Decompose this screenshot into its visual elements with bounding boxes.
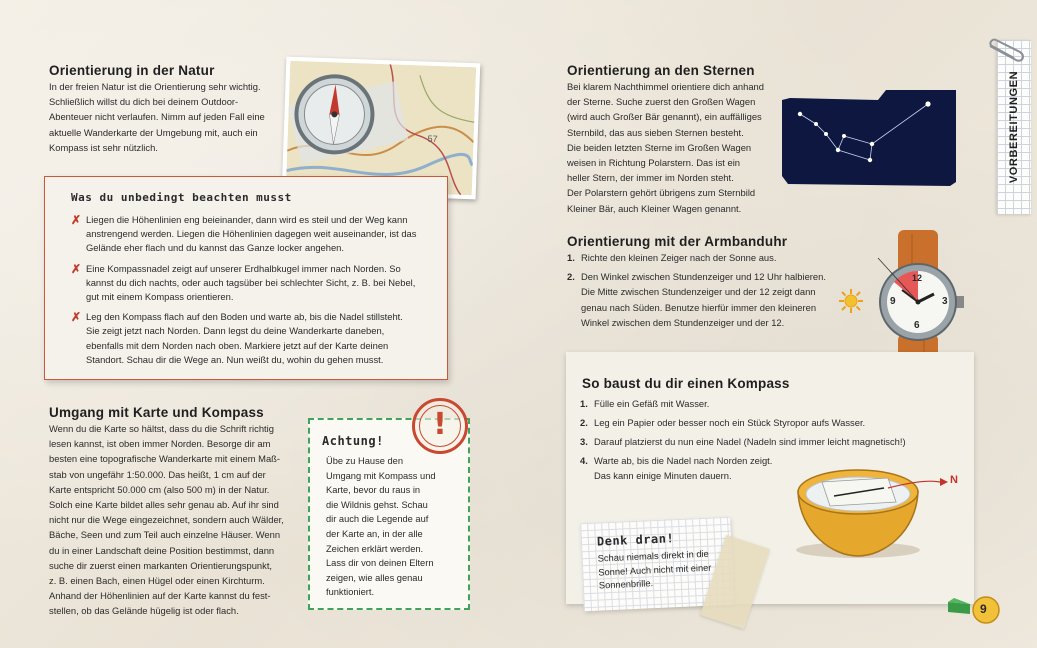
sterne-line: Der Polarstern gehört übrigens zum Sternbild [567, 187, 756, 199]
denk-line: Sonnenbrille. [598, 578, 654, 591]
exclamation-stamp-icon [412, 398, 468, 454]
karte-line: nicht nur die Wege eingezeichnet, sondern auch Wälder, [49, 514, 284, 526]
achtung-text [326, 454, 464, 600]
step-line: Leg ein Papier oder besser noch ein Stück Styropor aufs Wasser. [594, 417, 866, 428]
natur-line: Schließlich willst du dich bei deinem Outdoor- [49, 96, 239, 108]
karte-line: z. B. einen Bach, einen Hügel oder einen Kirchturm. [49, 575, 265, 587]
step-line: genau nach Süden. Benutze hierfür immer den kleineren [581, 301, 817, 313]
dial-3: 3 [942, 296, 948, 307]
karte-text [49, 421, 299, 619]
list-item [567, 269, 847, 330]
step-number: 2. [580, 417, 588, 428]
achtung-line: Karte, bevor du raus in [326, 485, 421, 496]
sterne-line: Bei klarem Nachthimmel orientiere dich anhand [567, 81, 764, 92]
achtung-line: dir auch die Legende auf [326, 514, 429, 525]
page-number: 9 [980, 602, 987, 616]
x-mark-icon: ✗ [71, 213, 82, 227]
sterne-line: Kleiner Bär, auch Kleiner Wagen genannt. [567, 202, 742, 214]
dial-9: 9 [890, 296, 896, 307]
natur-line: In der freien Natur ist die Orientierung sehr wichtig. [49, 81, 261, 92]
achtung-line: Übe zu Hause den [326, 456, 404, 466]
step-line: Die Mitte zwischen Stundenzeiger und der 12 zeigt dann [581, 286, 816, 298]
denk-line: Sonne! Auch nicht mit einer [598, 562, 712, 578]
step-number: 2. [567, 271, 575, 283]
item-line: kannst du dich nachts, oder auch tagsüber bei schlechter Sicht, z. B. bei Nebel, [86, 276, 416, 288]
achtung-line: Umgang mit Kompass und [326, 470, 436, 481]
achtung-line: zeigen, wie alles genau [326, 572, 423, 583]
karte-line: stellen, ob das Gelände hügelig ist oder flach. [49, 605, 239, 617]
natur-line: Kompass ist sehr nützlich. [49, 141, 158, 153]
bowl-compass [792, 452, 970, 564]
item-line: Leg den Kompass flach auf den Boden und warte ab, bis die Nadel stillsteht. [86, 311, 403, 323]
list-item [71, 310, 441, 367]
sterne-text [567, 79, 777, 216]
star-chart [782, 88, 956, 186]
big-dipper-illustration [782, 88, 956, 186]
step-number: 3. [580, 436, 588, 447]
warning-list [71, 213, 441, 373]
step-line: Das kann einige Minuten dauern. [594, 470, 732, 481]
karte-line: Wenn du die Karte so hältst, dass du die Schrift richtig [49, 423, 274, 434]
achtung-line: der Karte an, in der alle [326, 528, 423, 539]
chapter-tab-label: VORBEREITUNGEN [1008, 70, 1020, 184]
karte-line: du in einer Landschaft deine Position bestimmst, dann [49, 544, 275, 556]
paperclip-icon [986, 38, 1026, 68]
karte-line: Anhand der Höhenlinien auf der Karte kannst du fest- [49, 590, 271, 602]
step-line: Winkel zwischen dem Stundenzeiger und der 12. [581, 316, 785, 328]
sterne-line: Die beiden letzten Sterne im Großen Wagen [567, 141, 752, 153]
achtung-line: die Wildnis gehst. Schau [326, 499, 428, 510]
section-title-uhr: Orientierung mit der Armbanduhr [567, 234, 788, 249]
dial-6: 6 [914, 320, 920, 331]
karte-line: suche dir zuerst einen markanten Orientierungspunkt, [49, 559, 273, 571]
list-item [567, 250, 847, 265]
step-line: Fülle ein Gefäß mit Wasser. [594, 398, 710, 409]
achtung-title: Achtung! [322, 434, 384, 448]
list-item [71, 213, 441, 256]
karte-line: lesen kannst, ist oben immer Norden. Besorge dir am [49, 438, 271, 450]
svg-text:57: 57 [427, 133, 438, 144]
list-item [580, 434, 970, 449]
warning-box-title: Was du unbedingt beachten musst [71, 191, 292, 204]
karte-line: Bäche, Seen und zum Teil auch einzelne Häuser. Wenn [49, 529, 281, 541]
natur-text [49, 79, 289, 155]
exclamation-mark: ! [433, 407, 447, 442]
item-line: anstrengend werden. Liegen die Höhenlinien dagegen weit auseinander, ist das [86, 228, 417, 240]
step-number: 1. [567, 252, 575, 263]
sterne-line: der Sterne. Suche zuerst den Großen Wagen [567, 96, 756, 108]
sterne-line: Sternbild, das aus sieben Sternen besteht. [567, 126, 744, 138]
pencil-icon [946, 592, 1002, 626]
denk-line: Schau niemals direkt in die [597, 548, 709, 564]
denk-title: Denk dran! [596, 531, 675, 549]
step-number: 1. [580, 398, 588, 409]
sterne-line: (wird auch Großer Bär genannt), ein auffälliges [567, 111, 762, 123]
uhr-steps [567, 250, 847, 330]
step-number: 4. [580, 455, 588, 466]
karte-line: stab von ungefähr 1:50.000. Das heißt, 1 cm auf der [49, 468, 266, 480]
item-line: Eine Kompassnadel zeigt auf unserer Erdhalbkugel immer nach Norden. So [86, 262, 401, 274]
x-mark-icon: ✗ [71, 261, 82, 276]
karte-line: besten eine topografische Wanderkarte mit einem Maß- [49, 453, 281, 465]
item-line: Sie zeigt jetzt nach Norden. Dann legst du deine Wanderkarte daneben, [86, 325, 385, 337]
section-title-natur: Orientierung in der Natur [49, 63, 215, 78]
natur-line: Abenteuer nicht verlaufen. Nimm auf jeden Fall eine [49, 111, 265, 123]
bowl-illustration [792, 452, 970, 564]
page-number-pencil [946, 592, 1002, 626]
step-line: Den Winkel zwischen Stundenzeiger und 12 Uhr halbieren. [581, 271, 826, 283]
dial-12: 12 [912, 273, 923, 283]
list-item [71, 262, 441, 305]
step-line: Warte ab, bis die Nadel nach Norden zeigt. [594, 455, 773, 466]
achtung-line: funktioniert. [326, 587, 375, 598]
item-line: Standort. Schau dir die Wege an. Nun weißt du, wohin du gehen musst. [86, 353, 384, 365]
step-line: Richte den kleinen Zeiger nach der Sonne aus. [581, 252, 777, 263]
item-line: Liegen die Höhenlinien eng beieinander, dann wird es steil und der Weg kann [86, 214, 408, 225]
sun-icon [838, 288, 864, 314]
north-label: N [950, 474, 958, 486]
section-title-bauen: So baust du dir einen Kompass [582, 376, 790, 391]
achtung-line: Zeichen erklärt werden. [326, 543, 424, 554]
x-mark-icon: ✗ [71, 310, 82, 325]
item-line: gut mit einem Kompass orientieren. [86, 291, 234, 303]
item-line: ebenfalls mit dem Norden nach oben. Markiere jetzt auf der Karte deinen [86, 339, 389, 351]
list-item [580, 415, 970, 430]
warning-box [44, 176, 448, 380]
step-line: Darauf platzierst du nun eine Nadel (Nadeln sind immer leicht magnetisch!) [594, 436, 906, 447]
achtung-line: Lass dir von deinen Eltern [326, 558, 434, 569]
sterne-line: heller Stern, der immer im Norden steht. [567, 172, 734, 184]
section-title-sterne: Orientierung an den Sternen [567, 63, 755, 78]
list-item [580, 396, 970, 411]
section-title-karte: Umgang mit Karte und Kompass [49, 405, 264, 420]
sterne-line: weisen in Richtung Polarstern. Das ist ein [567, 157, 740, 169]
item-line: Gelände eher flach und du kannst das Ganze locker angehen. [86, 242, 344, 254]
karte-line: Solch eine Karte bildet alles sehr genau ab. Auf ihr sind [49, 499, 279, 511]
natur-line: aktuelle Wanderkarte der Umgebung mit, auch ein [49, 126, 258, 138]
karte-line: Karte entspricht 50.000 cm (also 500 m) in der Natur. [49, 483, 270, 495]
